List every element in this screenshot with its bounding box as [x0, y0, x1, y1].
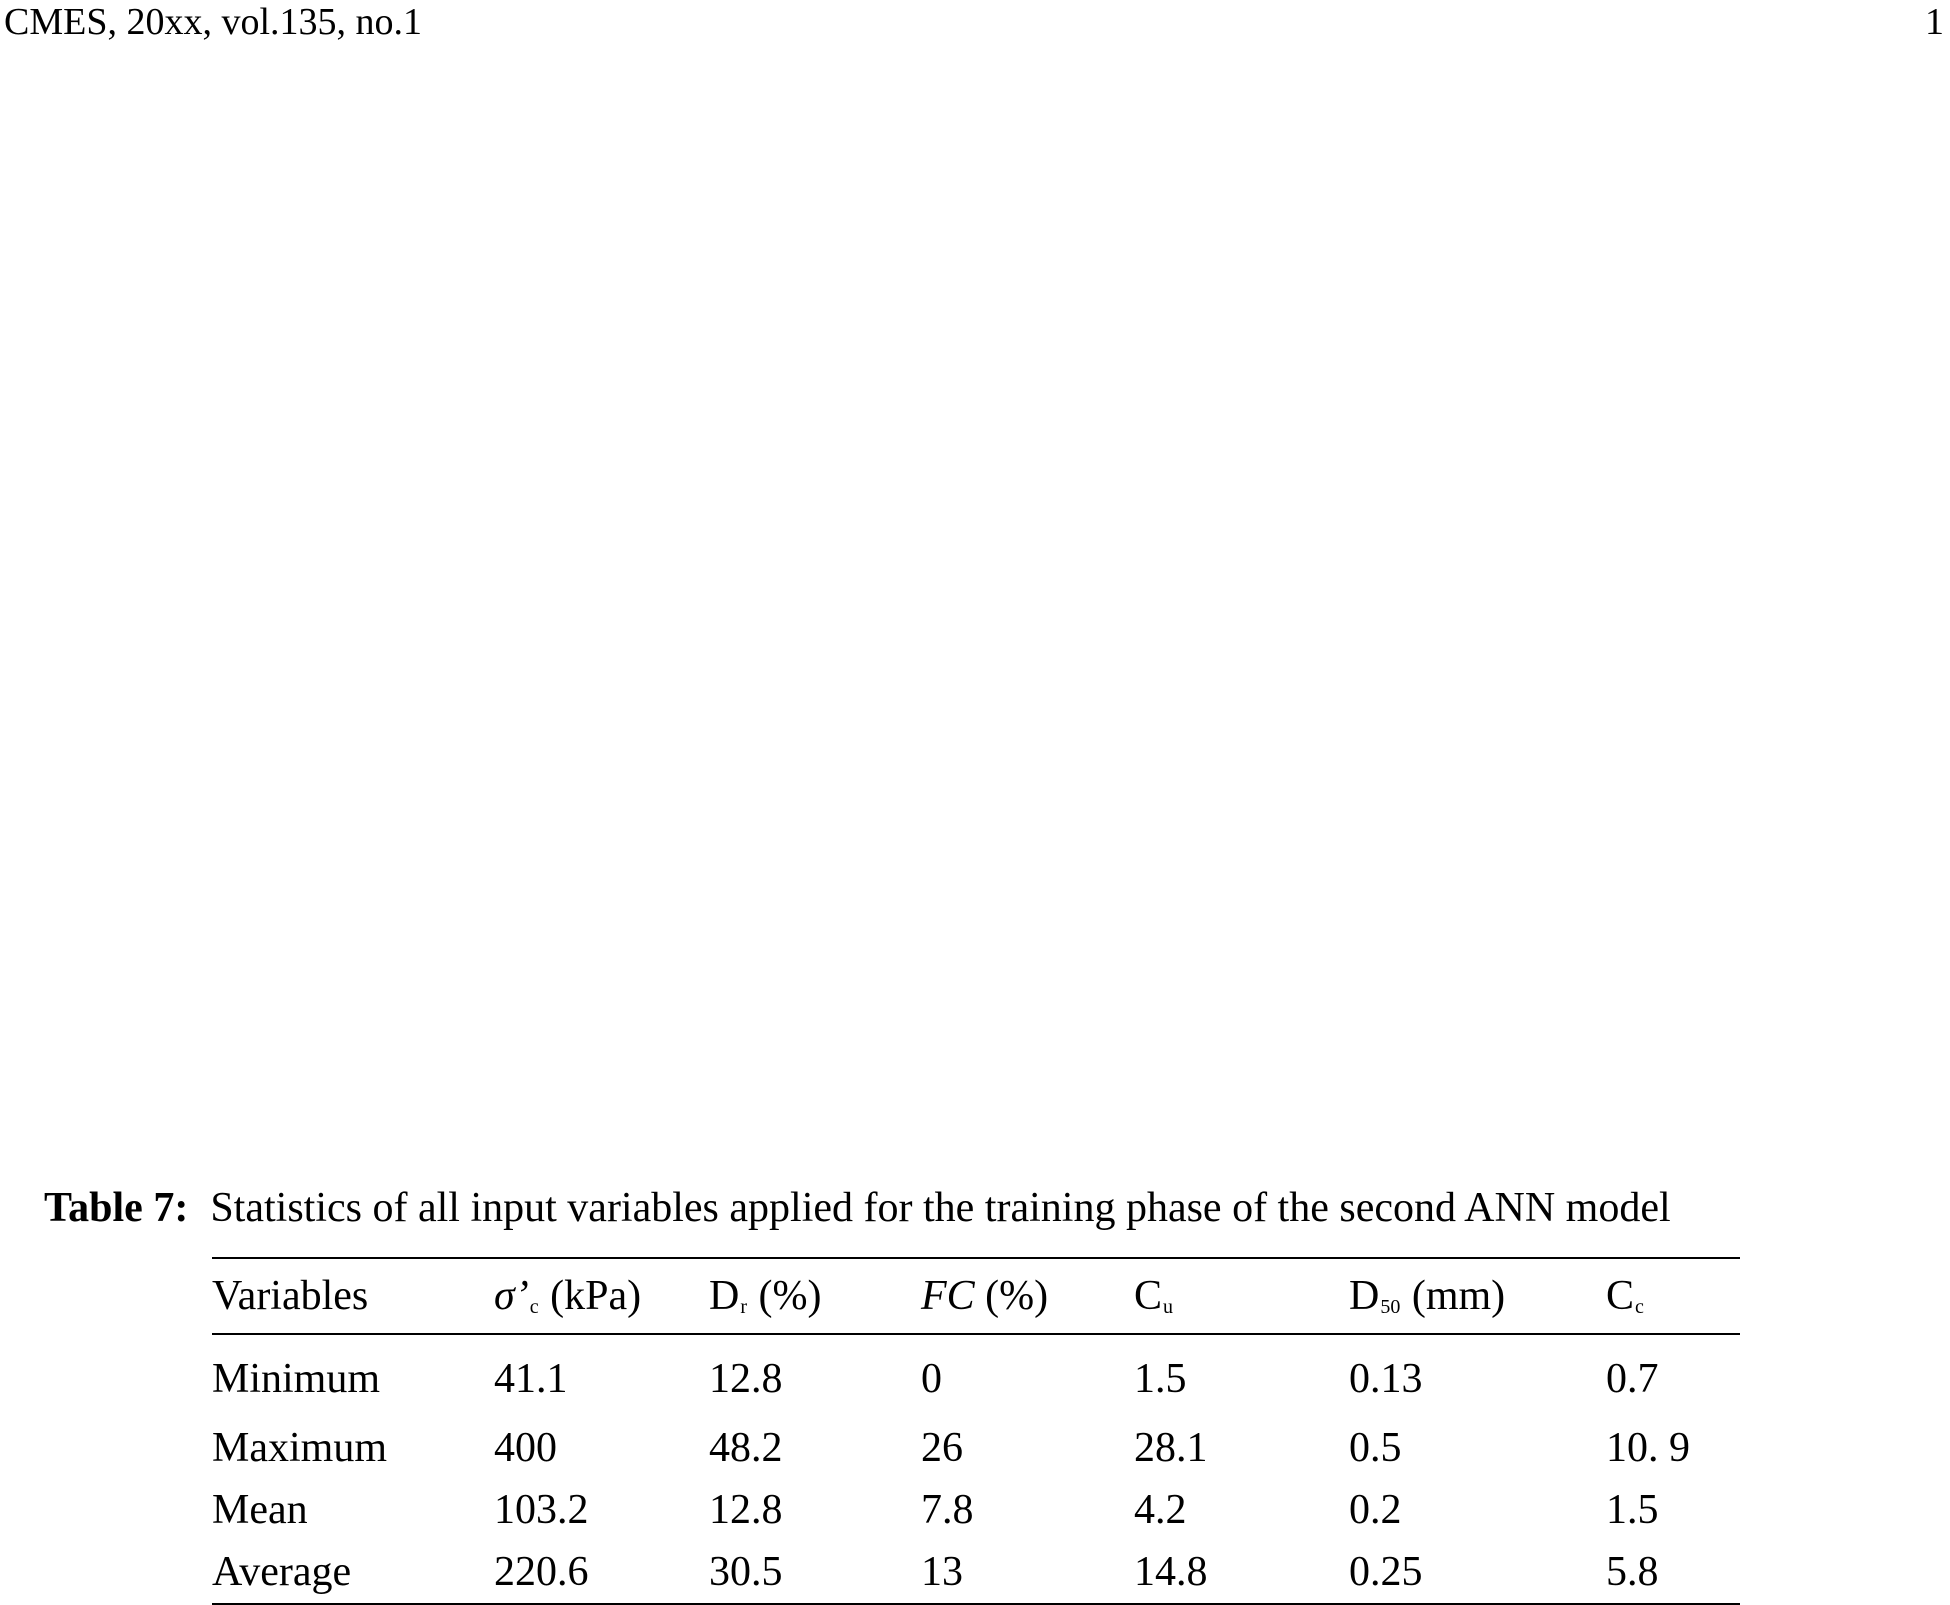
table-cell: 0.7 [1606, 1356, 1659, 1402]
column-header-median-grain-size: $D_{50}$ (mm) [1349, 1273, 1506, 1319]
table-cell: 400 [494, 1425, 557, 1471]
statistics-table [212, 1257, 1740, 1605]
table-caption-label: Table 7: [44, 1185, 189, 1231]
table-cell: 26 [921, 1425, 963, 1471]
column-header-variables: Variables [212, 1273, 369, 1319]
table-cell: 12.8 [709, 1487, 783, 1533]
table-cell: 7.8 [921, 1487, 974, 1533]
running-header [0, 0, 1950, 44]
table-cell: 12.8 [709, 1356, 783, 1402]
page-number: 1 [1925, 1, 1944, 43]
table-caption-text: Statistics of all input variables applied for the training phase of the second ANN model [210, 1185, 1671, 1231]
table-cell: 1.5 [1134, 1356, 1187, 1402]
table-cell: 0.5 [1349, 1425, 1402, 1471]
table-cell: 14.8 [1134, 1549, 1208, 1595]
column-header-curvature-coefficient: $C_c$ [1606, 1273, 1644, 1319]
table-cell: 1.5 [1606, 1487, 1659, 1533]
column-header-confining-stress: $\sigma’_c$ (kPa) [494, 1273, 642, 1319]
table-caption [44, 1180, 1934, 1236]
journal-info: CMES, 20xx, vol.135, no.1 [4, 1, 423, 43]
table-cell: 13 [921, 1549, 963, 1595]
table-cell: 103.2 [494, 1487, 589, 1533]
table-header-row [212, 1258, 1740, 1334]
row-label: Maximum [212, 1425, 387, 1471]
table-row [212, 1479, 1740, 1541]
column-header-uniformity-coefficient: $C_u$ [1134, 1273, 1174, 1319]
row-label: Minimum [212, 1356, 381, 1402]
row-label: Average [212, 1549, 352, 1595]
table-cell: 0 [921, 1356, 942, 1402]
table-cell: 220.6 [494, 1549, 589, 1595]
table-row [212, 1334, 1740, 1417]
table-cell: 5.8 [1606, 1549, 1659, 1595]
table-cell: 48.2 [709, 1425, 783, 1471]
table-cell: 28.1 [1134, 1425, 1208, 1471]
table-cell: 30.5 [709, 1549, 783, 1595]
table-cell: 4.2 [1134, 1487, 1187, 1533]
table-cell: 10. 9 [1606, 1425, 1690, 1471]
table-cell: 0.13 [1349, 1356, 1423, 1402]
table-cell: 0.25 [1349, 1549, 1423, 1595]
row-label: Mean [212, 1487, 308, 1533]
table-row [212, 1541, 1740, 1604]
table-row [212, 1417, 1740, 1479]
table-cell: 41.1 [494, 1356, 568, 1402]
column-header-fines-content: FC (%) [921, 1273, 1049, 1319]
column-header-relative-density: $D_r$ (%) [709, 1273, 822, 1319]
table-cell: 0.2 [1349, 1487, 1402, 1533]
